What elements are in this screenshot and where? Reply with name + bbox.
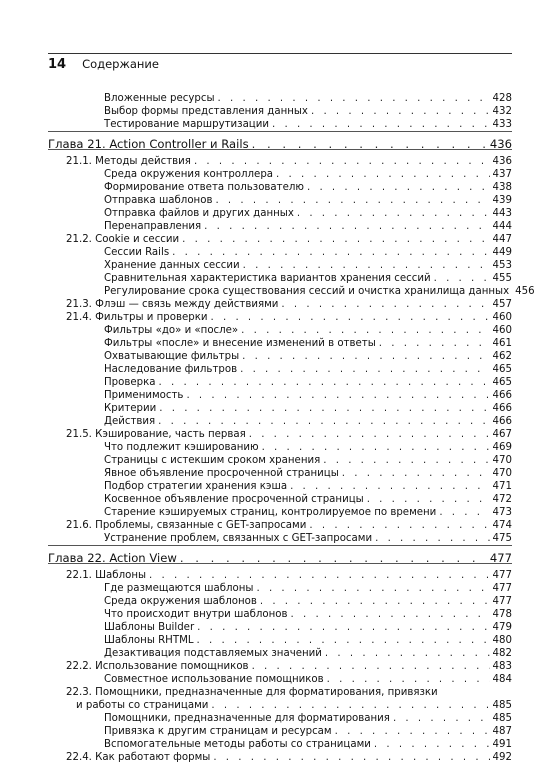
toc-entry [66, 234, 512, 247]
toc-entry [104, 416, 512, 429]
toc-entry-title: Помощники, предназначенные для форматирования [104, 713, 390, 724]
toc-entry-title: Шаблоны RHTML [104, 635, 194, 646]
toc-page-number: 492 [492, 752, 512, 763]
toc-page-number: 428 [492, 93, 512, 104]
toc-entry [104, 622, 512, 635]
leader-dots [297, 208, 490, 220]
leader-dots [323, 455, 489, 467]
toc-entry-title: Вспомогательные методы работы со страницами [104, 739, 371, 750]
leader-dots [210, 312, 489, 324]
toc-page-number: 466 [492, 416, 512, 427]
leader-dots [262, 442, 490, 454]
toc-chapter-entry [48, 552, 512, 567]
toc-entry-title: Что происходит внутри шаблонов [104, 609, 288, 620]
toc-entry-title: Дезактивация подставляемых значений [104, 648, 322, 659]
toc-entry [104, 195, 512, 208]
toc-page-number: 460 [492, 312, 512, 323]
toc-entry [104, 377, 512, 390]
toc-entry-title: 22.3. Помощники, предназначенные для форматирования, привязки [66, 687, 438, 698]
leader-dots [242, 351, 489, 363]
leader-dots [393, 713, 490, 725]
toc-page-number: 460 [492, 325, 512, 336]
leader-dots [307, 182, 490, 194]
leader-dots [197, 635, 490, 647]
toc-page-number: 491 [492, 739, 512, 750]
toc-entry-title: 21.5. Кэширование, часть первая [66, 429, 246, 440]
toc-page-number: 453 [492, 260, 512, 271]
toc-entry-title: Охватывающие фильтры [104, 351, 240, 362]
toc-entry [104, 260, 512, 273]
toc-entry [104, 507, 512, 520]
toc-entry-title: 21.4. Фильтры и проверки [66, 312, 208, 323]
leader-dots [311, 106, 490, 118]
toc-page-number: 479 [492, 622, 512, 633]
toc-entry-title: Глава 22. Action View [48, 551, 177, 565]
toc-page-number: 437 [492, 169, 512, 180]
toc-entry-title: 22.1. Шаблоны [66, 570, 147, 581]
toc-page-number: 436 [492, 156, 512, 167]
toc-entry-title: Фильтры «после» и внесение изменений в ответы [104, 338, 376, 349]
toc-entry [104, 273, 512, 286]
leader-dots [159, 403, 489, 415]
leader-dots [243, 260, 490, 272]
toc-entry [104, 674, 512, 687]
toc-entry-title: 22.4. Как работают формы [66, 752, 211, 763]
toc-entry-title: Косвенное объявление просроченной страницы [104, 494, 364, 505]
toc-page-number: 485 [492, 713, 512, 724]
toc-entry [104, 468, 512, 481]
leader-dots [182, 234, 489, 246]
toc-entry [104, 596, 512, 609]
toc-entry-title: Регулирование срока существования сессий и очистка хранилища данных [104, 286, 510, 297]
page-number: 14 [48, 57, 67, 72]
toc-page-number: 477 [489, 551, 512, 565]
toc-page-number: 466 [492, 403, 512, 414]
toc-page-number: 477 [492, 583, 512, 594]
toc-entry [76, 700, 512, 713]
toc-entry-title: Где размещаются шаблоны [104, 583, 254, 594]
toc-entry [104, 609, 512, 622]
toc-chapter-entry [48, 138, 512, 153]
leader-dots [215, 195, 489, 207]
header-rule [48, 53, 512, 54]
toc-page-number: 436 [489, 137, 512, 151]
toc-entry-title: 21.1. Методы действия [66, 156, 191, 167]
leader-dots [252, 661, 490, 673]
leader-dots [290, 481, 489, 493]
toc-page-number: 456 [515, 286, 535, 297]
leader-dots [158, 416, 489, 428]
toc-entry [104, 93, 512, 106]
toc-entry-title: и работы со страницами [76, 700, 209, 711]
toc-page-number: 484 [492, 674, 512, 685]
toc-page-number: 455 [492, 273, 512, 284]
leader-dots [327, 674, 490, 686]
toc-page-number: 461 [492, 338, 512, 349]
toc-entry [66, 570, 512, 583]
toc-entry-title: Устранение проблем, связанных с GET-запросами [104, 533, 373, 544]
toc-entry-title: Выбор формы представления данных [104, 106, 308, 117]
leader-dots [204, 221, 489, 233]
toc-page-number: 480 [492, 635, 512, 646]
toc-entry-title: Старение кэшируемых страниц, контролируемое по времени [104, 507, 437, 518]
toc-page-number: 447 [492, 234, 512, 245]
toc-page-number: 485 [492, 700, 512, 711]
toc-page-number: 469 [492, 442, 512, 453]
leader-dots [309, 520, 489, 532]
chapter-rule [48, 149, 512, 150]
toc-page-number: 477 [492, 596, 512, 607]
leader-dots [375, 533, 489, 545]
toc-page-number: 466 [492, 390, 512, 401]
toc-page-number: 477 [492, 570, 512, 581]
leader-dots [335, 726, 490, 738]
toc-entry-title: Отправка файлов и других данных [104, 208, 294, 219]
toc-page-number: 462 [492, 351, 512, 362]
leader-dots [218, 93, 490, 105]
leader-dots [276, 169, 490, 181]
toc-page-number: 483 [492, 661, 512, 672]
toc-entry-title: 21.6. Проблемы, связанные с GET-запросами [66, 520, 307, 531]
toc-entry-title: Сессии Rails [104, 247, 170, 258]
toc-entry [104, 713, 512, 726]
toc-entry [66, 299, 512, 312]
toc-entry [104, 351, 512, 364]
toc-page-number: 457 [492, 299, 512, 310]
toc-page-number: 433 [492, 119, 512, 130]
toc-entry-title: Тестирование маршрутизации [104, 119, 269, 130]
leader-dots [291, 609, 490, 621]
toc-entry [104, 247, 512, 260]
toc-entry [104, 648, 512, 661]
leader-dots [240, 364, 489, 376]
toc-page-number: 487 [492, 726, 512, 737]
toc-page-number: 465 [492, 377, 512, 388]
toc-entry-title: 21.2. Cookie и сессии [66, 234, 180, 245]
toc-entry [66, 429, 512, 442]
toc-entry-title: Наследование фильтров [104, 364, 238, 375]
leader-dots [256, 583, 489, 595]
leader-dots [434, 273, 490, 285]
toc-page-number: 438 [492, 182, 512, 193]
leader-dots [197, 622, 489, 634]
toc-entry [104, 338, 512, 351]
toc-page-number: 482 [492, 648, 512, 659]
toc-entry [104, 635, 512, 648]
toc-page-number: 475 [492, 533, 512, 544]
toc-entry-title: Глава 21. Action Controller и Rails [48, 137, 249, 151]
leader-dots [159, 377, 490, 389]
toc-entry-title: Вложенные ресурсы [104, 93, 215, 104]
leader-dots [379, 338, 490, 350]
toc-entry [104, 403, 512, 416]
toc-page-number: 474 [492, 520, 512, 531]
toc-page-number: 467 [492, 429, 512, 440]
leader-dots [260, 596, 490, 608]
toc-entry [66, 312, 512, 325]
toc-entry [104, 481, 512, 494]
toc-page-number: 465 [492, 364, 512, 375]
toc-page-number: 449 [492, 247, 512, 258]
leader-dots [186, 390, 489, 402]
toc-entry-title: 22.2. Использование помощников [66, 661, 249, 672]
toc-page-number: 439 [492, 195, 512, 206]
toc-page-number: 478 [492, 609, 512, 620]
toc-entry-title: Подбор стратегии хранения кэша [104, 481, 288, 492]
toc-entry [104, 494, 512, 507]
leader-dots [172, 247, 489, 259]
toc-entry [104, 364, 512, 377]
toc-entry-title: Критерии [104, 403, 157, 414]
toc-entry-title: Формирование ответа пользователю [104, 182, 304, 193]
leader-dots [249, 429, 490, 441]
toc-page-number: 432 [492, 106, 512, 117]
leader-dots [342, 468, 490, 480]
chapter-rule [48, 563, 512, 564]
toc-entry [104, 583, 512, 596]
toc-entry [66, 661, 512, 674]
toc-page-number: 444 [492, 221, 512, 232]
toc-entry-title: Страницы с истекшим сроком хранения [104, 455, 321, 466]
toc-entry-title: 21.3. Флэш — связь между действиями [66, 299, 279, 310]
toc-page-number: 470 [492, 468, 512, 479]
running-title: Содержание [82, 57, 159, 71]
toc-entry [104, 442, 512, 455]
toc-entry-title: Шаблоны Builder [104, 622, 195, 633]
toc-entry-title: Действия [104, 416, 156, 427]
toc-entry-title: Перенаправления [104, 221, 202, 232]
leader-dots [272, 119, 490, 131]
leader-dots [149, 570, 490, 582]
chapter-rule [48, 131, 512, 132]
toc-entry [104, 106, 512, 119]
toc-entry-title: Среда окружения контроллера [104, 169, 274, 180]
toc-entry-title: Проверка [104, 377, 156, 388]
toc-entry-title: Среда окружения шаблонов [104, 596, 257, 607]
toc-entry-title: Явное объявление просроченной страницы [104, 468, 339, 479]
leader-dots [211, 700, 489, 712]
leader-dots [213, 752, 489, 764]
toc-entry [104, 739, 512, 752]
toc-entry [66, 752, 512, 765]
leader-dots [194, 156, 490, 168]
leader-dots [241, 325, 489, 337]
toc-entry [104, 208, 512, 221]
toc-entry [66, 687, 512, 700]
running-head [48, 57, 512, 79]
toc-entry-title: Хранение данных сессии [104, 260, 240, 271]
leader-dots [374, 739, 490, 751]
toc-page-number: 470 [492, 455, 512, 466]
toc-page-number: 471 [492, 481, 512, 492]
leader-dots [439, 507, 489, 519]
toc-entry [66, 156, 512, 169]
toc-entry [104, 182, 512, 195]
toc-entry [104, 221, 512, 234]
toc-entry-title: Отправка шаблонов [104, 195, 213, 206]
toc-entry-title: Сравнительная характеристика вариантов хранения сессий [104, 273, 431, 284]
leader-dots [325, 648, 490, 660]
toc-entry-title: Что подлежит кэшированию [104, 442, 259, 453]
toc-entry [104, 286, 535, 299]
toc-entry [66, 520, 512, 533]
toc-page-number: 443 [492, 208, 512, 219]
toc-entry-title: Привязка к другим страницам и ресурсам [104, 726, 332, 737]
toc-entry [104, 325, 512, 338]
toc-entry-title: Фильтры «до» и «после» [104, 325, 239, 336]
toc-entry-title: Применимость [104, 390, 184, 401]
toc-entry [104, 455, 512, 468]
toc-entry [104, 169, 512, 182]
toc-page-number: 473 [492, 507, 512, 518]
leader-dots [367, 494, 490, 506]
toc-entry-title: Совместное использование помощников [104, 674, 324, 685]
toc-page-number: 472 [492, 494, 512, 505]
toc-entry [104, 390, 512, 403]
toc-entry [104, 726, 512, 739]
leader-dots [281, 299, 489, 311]
chapter-rule [48, 545, 512, 546]
